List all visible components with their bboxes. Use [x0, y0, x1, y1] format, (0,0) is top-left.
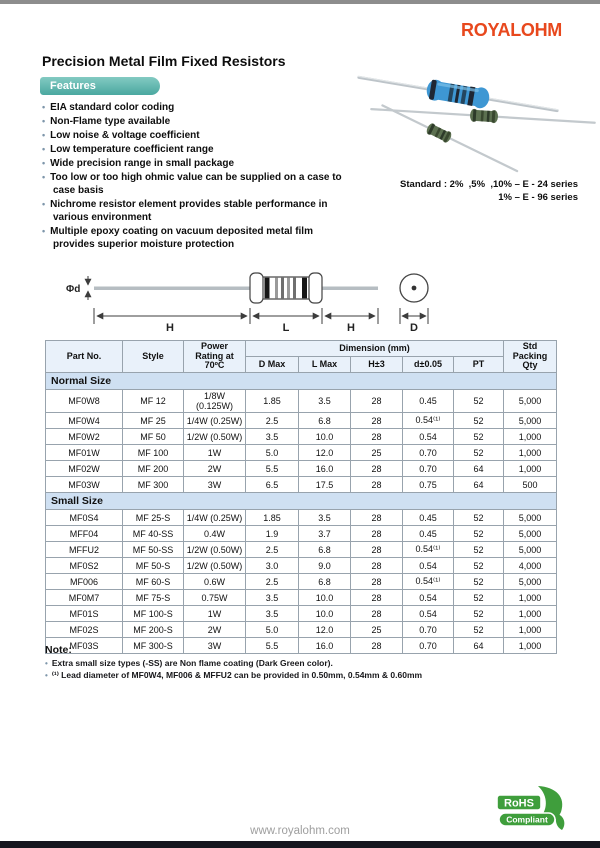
table-cell: 3.5 [299, 510, 351, 526]
table-section-row [46, 493, 557, 510]
table-cell: 1W [184, 606, 246, 622]
col-header-part-no: Part No. [46, 341, 123, 373]
diagram-end-view [400, 274, 428, 324]
table-cell: MF 50-SS [123, 542, 184, 558]
table-row [46, 461, 557, 477]
table-cell: 28 [351, 590, 403, 606]
diagram-label-d: D [410, 322, 418, 334]
table-cell: 52 [454, 606, 504, 622]
list-item: • Multiple epoxy coating on vacuum deposited metal film provides superior moisture protection [42, 225, 357, 251]
col-header-style: Style [123, 341, 184, 373]
spec-table [45, 340, 557, 654]
footer-website-url: www.royalohm.com [250, 825, 350, 837]
table-cell: 1,000 [504, 445, 557, 461]
top-border-bar [0, 0, 600, 4]
diagram-lead [94, 287, 378, 291]
table-cell: 52 [454, 413, 504, 429]
table-cell: 0.70 [403, 445, 454, 461]
table-cell: 28 [351, 526, 403, 542]
list-item: • Too low or too high ohmic value can be supplied on a case to case basis [42, 171, 357, 197]
table-cell: 2W [184, 622, 246, 638]
table-cell: 28 [351, 606, 403, 622]
table-cell: 5.5 [246, 638, 299, 654]
table-cell: 5.5 [246, 461, 299, 477]
brand-logo: ROYALOHM [461, 20, 562, 40]
table-cell: 3.5 [246, 590, 299, 606]
table-cell: 0.54⁽¹⁾ [403, 413, 454, 429]
col-header-power: Power Rating at 70ºC [184, 341, 246, 373]
table-cell: 5,000 [504, 510, 557, 526]
table-cell: MF 300 [123, 477, 184, 493]
table-cell: 0.54 [403, 429, 454, 445]
table-cell: 1/8W (0.125W) [184, 390, 246, 413]
table-cell: MF0S4 [46, 510, 123, 526]
table-cell: 28 [351, 638, 403, 654]
table-section-label: Small Size [46, 493, 557, 510]
table-cell: 52 [454, 526, 504, 542]
col-header-qty: Std Packing Qty [504, 341, 557, 373]
table-cell: 1/4W (0.25W) [184, 510, 246, 526]
table-cell: 0.4W [184, 526, 246, 542]
list-item: • Low temperature coefficient range [42, 143, 357, 156]
table-cell: 2W [184, 461, 246, 477]
table-cell: 0.54⁽¹⁾ [403, 542, 454, 558]
table-cell: 3.7 [299, 526, 351, 542]
table-cell: 1,000 [504, 622, 557, 638]
table-cell: 5.0 [246, 445, 299, 461]
table-cell: 28 [351, 390, 403, 413]
table-cell: 2.5 [246, 574, 299, 590]
table-cell: 3.5 [246, 606, 299, 622]
table-row [46, 590, 557, 606]
features-list [42, 101, 357, 252]
table-cell: 0.75 [403, 477, 454, 493]
table-cell: 12.0 [299, 622, 351, 638]
table-cell: 52 [454, 445, 504, 461]
table-cell: 1W [184, 445, 246, 461]
list-item: • Low noise & voltage coefficient [42, 129, 357, 142]
table-row [46, 390, 557, 413]
table-cell: 5,000 [504, 574, 557, 590]
table-cell: 52 [454, 622, 504, 638]
table-cell: 3.0 [246, 558, 299, 574]
table-section-label: Normal Size [46, 373, 557, 390]
table-cell: MF 100-S [123, 606, 184, 622]
table-cell: 28 [351, 574, 403, 590]
table-cell: 0.54 [403, 606, 454, 622]
table-cell: 28 [351, 429, 403, 445]
table-cell: MF03S [46, 638, 123, 654]
table-cell: 2.5 [246, 413, 299, 429]
table-cell: 0.70 [403, 638, 454, 654]
table-cell: 1,000 [504, 429, 557, 445]
table-cell: 5,000 [504, 390, 557, 413]
col-header-dimension: Dimension (mm) [246, 341, 504, 357]
table-row [46, 526, 557, 542]
table-cell: 1/2W (0.50W) [184, 558, 246, 574]
table-cell: 25 [351, 622, 403, 638]
rohs-compliant-logo [496, 786, 566, 834]
col-header-l-max: L Max [299, 357, 351, 373]
table-cell: MF0W4 [46, 413, 123, 429]
table-row [46, 429, 557, 445]
table-cell: MF0M7 [46, 590, 123, 606]
table-cell: MF 200 [123, 461, 184, 477]
table-cell: 6.5 [246, 477, 299, 493]
table-cell: MF01W [46, 445, 123, 461]
col-header-d-tol: d±0.05 [403, 357, 454, 373]
table-cell: 52 [454, 542, 504, 558]
bottom-border-bar [0, 841, 600, 848]
table-cell: 1.9 [246, 526, 299, 542]
list-item: • Wide precision range in small package [42, 157, 357, 170]
table-cell: MF01S [46, 606, 123, 622]
table-cell: 0.45 [403, 390, 454, 413]
table-cell: MF02W [46, 461, 123, 477]
table-cell: MF0W2 [46, 429, 123, 445]
list-item: • Nichrome resistor element provides stable performance in various environment [42, 198, 357, 224]
table-cell: 0.54⁽¹⁾ [403, 574, 454, 590]
table-cell: MF 60-S [123, 574, 184, 590]
table-cell: MF 25-S [123, 510, 184, 526]
table-cell: 1.85 [246, 390, 299, 413]
note-list [45, 658, 545, 681]
table-row [46, 574, 557, 590]
table-cell: MF 300-S [123, 638, 184, 654]
table-cell: 6.8 [299, 542, 351, 558]
table-cell: 52 [454, 390, 504, 413]
diagram-resistor-body [250, 273, 322, 303]
table-row [46, 477, 557, 493]
table-cell: MF02S [46, 622, 123, 638]
list-item: • EIA standard color coding [42, 101, 357, 114]
table-cell: MF0W8 [46, 390, 123, 413]
table-cell: 6.8 [299, 413, 351, 429]
table-cell: 1,000 [504, 461, 557, 477]
table-cell: 9.0 [299, 558, 351, 574]
table-cell: 28 [351, 461, 403, 477]
table-cell: 28 [351, 542, 403, 558]
diagram-dimension-lines [94, 308, 378, 324]
blue-resistor [356, 67, 561, 121]
table-cell: 4,000 [504, 558, 557, 574]
rohs-text: RoHS [504, 797, 534, 810]
table-cell: MF 25 [123, 413, 184, 429]
note-block [45, 644, 545, 681]
standard-line-2: 1% – E - 96 series [498, 191, 578, 203]
table-cell: 1,000 [504, 638, 557, 654]
table-cell: 52 [454, 429, 504, 445]
table-row [46, 510, 557, 526]
table-cell: 28 [351, 510, 403, 526]
list-item: • Extra small size types (-SS) are Non flame coating (Dark Green color). [45, 658, 545, 670]
table-cell: 1.85 [246, 510, 299, 526]
table-cell: MF 100 [123, 445, 184, 461]
standard-line-1: Standard : 2% ,5% ,10% – E - 24 series [400, 179, 578, 190]
table-cell: MFFU2 [46, 542, 123, 558]
table-cell: 28 [351, 477, 403, 493]
table-cell: 0.75W [184, 590, 246, 606]
page-title: Precision Metal Film Fixed Resistors [42, 53, 286, 69]
table-cell: 17.5 [299, 477, 351, 493]
table-cell: MF0S2 [46, 558, 123, 574]
table-cell: 500 [504, 477, 557, 493]
table-cell: MF006 [46, 574, 123, 590]
table-cell: 5,000 [504, 526, 557, 542]
table-cell: 0.45 [403, 526, 454, 542]
table-cell: 28 [351, 413, 403, 429]
col-header-h-tol: H±3 [351, 357, 403, 373]
table-cell: 2.5 [246, 542, 299, 558]
list-item: • Non-Flame type available [42, 115, 357, 128]
dimension-diagram [58, 256, 488, 336]
table-cell: 10.0 [299, 590, 351, 606]
diagram-label-h-right: H [347, 322, 355, 334]
table-cell: 1/2W (0.50W) [184, 429, 246, 445]
table-cell: 28 [351, 558, 403, 574]
compliant-text: Compliant [506, 814, 548, 825]
table-cell: 10.0 [299, 429, 351, 445]
table-cell: 0.70 [403, 622, 454, 638]
table-cell: 3.5 [246, 429, 299, 445]
table-cell: 1/2W (0.50W) [184, 542, 246, 558]
table-cell: 5.0 [246, 622, 299, 638]
features-heading-badge: Features [40, 77, 160, 95]
table-cell: MF 50 [123, 429, 184, 445]
note-heading: Note: [45, 644, 72, 656]
table-cell: 12.0 [299, 445, 351, 461]
table-cell: 10.0 [299, 606, 351, 622]
table-cell: MF 200-S [123, 622, 184, 638]
diagram-label-l: L [282, 322, 290, 334]
table-cell: 0.54 [403, 590, 454, 606]
table-row [46, 622, 557, 638]
table-cell: 64 [454, 461, 504, 477]
table-cell: 52 [454, 510, 504, 526]
table-row [46, 413, 557, 429]
table-cell: 16.0 [299, 638, 351, 654]
table-row [46, 558, 557, 574]
table-cell: 25 [351, 445, 403, 461]
table-cell: 0.70 [403, 461, 454, 477]
table-cell: MF03W [46, 477, 123, 493]
table-cell: 52 [454, 574, 504, 590]
table-cell: 16.0 [299, 461, 351, 477]
resistor-product-photo [346, 66, 596, 186]
table-cell: 5,000 [504, 542, 557, 558]
table-cell: 1,000 [504, 606, 557, 622]
table-cell: 64 [454, 477, 504, 493]
table-cell: 3W [184, 638, 246, 654]
table-cell: 64 [454, 638, 504, 654]
table-cell: 0.54 [403, 558, 454, 574]
col-header-pt: PT [454, 357, 504, 373]
standard-series-note [400, 179, 578, 204]
list-item: • ⁽¹⁾ Lead diameter of MF0W4, MF006 & MFFU2 can be provided in 0.50mm, 0.54mm & 0.60mm [45, 670, 545, 682]
table-cell: 0.6W [184, 574, 246, 590]
spec-table-header [46, 341, 557, 373]
table-cell: MF 12 [123, 390, 184, 413]
table-cell: MF 75-S [123, 590, 184, 606]
col-header-d-max: D Max [246, 357, 299, 373]
table-cell: 3.5 [299, 390, 351, 413]
table-cell: 5,000 [504, 413, 557, 429]
table-row [46, 542, 557, 558]
table-cell: 6.8 [299, 574, 351, 590]
table-cell: MFF04 [46, 526, 123, 542]
table-cell: 52 [454, 558, 504, 574]
spec-table-body [46, 373, 557, 654]
diagram-label-h-left: H [166, 322, 174, 334]
table-section-row [46, 373, 557, 390]
table-cell: 3W [184, 477, 246, 493]
table-cell: MF 40-SS [123, 526, 184, 542]
table-row [46, 606, 557, 622]
table-cell: 52 [454, 590, 504, 606]
table-row [46, 445, 557, 461]
diagram-label-phi-d: Φd [66, 284, 81, 295]
table-cell: MF 50-S [123, 558, 184, 574]
table-cell: 1,000 [504, 590, 557, 606]
table-cell: 1/4W (0.25W) [184, 413, 246, 429]
table-cell: 0.45 [403, 510, 454, 526]
